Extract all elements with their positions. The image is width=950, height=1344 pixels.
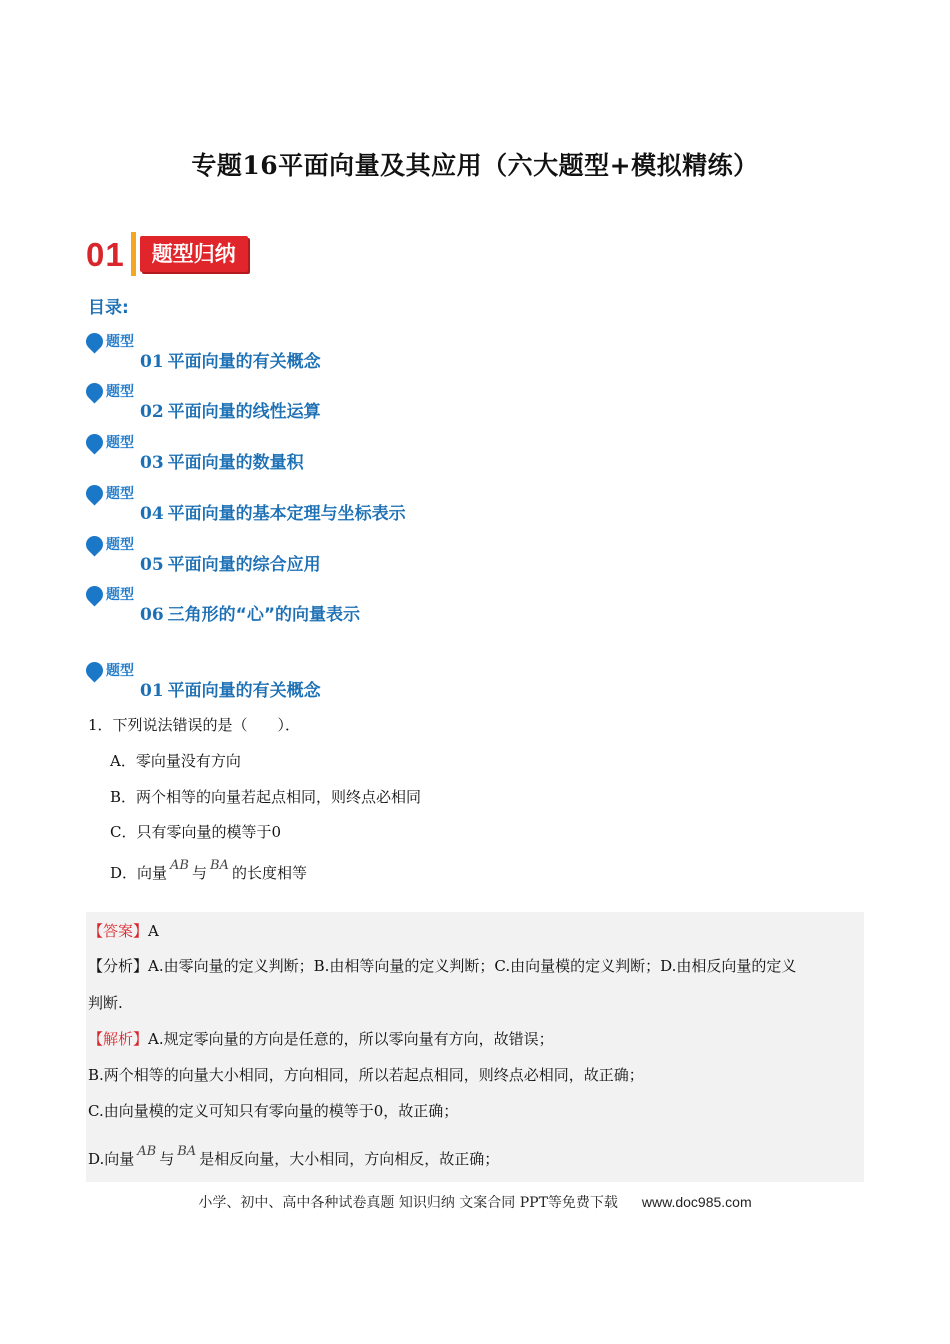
section-heading-label: 平面向量的有关概念 xyxy=(167,681,321,701)
answer-line xyxy=(88,920,159,941)
location-pin-icon xyxy=(82,532,106,556)
analysis-text: A.由零向量的定义判断；B.由相等向量的定义判断；C.由向量模的定义判断；D.由相反向量的定义 xyxy=(148,957,797,975)
toc-item-number: 05 xyxy=(140,555,164,575)
option-b: B．两个相等的向量若起点相同，则终点必相同 xyxy=(110,788,422,806)
footer-text: 小学、初中、高中各种试卷真题 知识归纳 文案合同 PPT等免费下载 xyxy=(198,1195,618,1211)
section-label: 题型归纳 xyxy=(140,236,248,272)
toc-item-label: 三角形的“心”的向量表示 xyxy=(167,605,361,625)
option-a: A．零向量没有方向 xyxy=(110,752,241,770)
solution-line-4-prefix: D.向量 xyxy=(88,1150,135,1168)
toc-item-tag: 题型 xyxy=(106,435,134,451)
solution-tag: 【解析】 xyxy=(88,1030,149,1048)
vector-ba: BA xyxy=(177,1144,197,1159)
question-stem: 1．下列说法错误的是（ ）． xyxy=(88,716,301,734)
option-d-prefix: D．向量 xyxy=(110,864,168,882)
solution-text-1: A.规定零向量的方向是任意的，所以零向量有方向，故错误； xyxy=(148,1030,554,1048)
toc-heading: 目录: xyxy=(88,298,129,318)
option-d-mid: 与 xyxy=(191,864,207,882)
option-c: C．只有零向量的模等于0 xyxy=(110,823,282,841)
toc-item-label: 平面向量的基本定理与坐标表示 xyxy=(167,504,406,524)
toc-item-label: 平面向量的线性运算 xyxy=(167,402,321,422)
solution-line-1 xyxy=(88,1028,554,1049)
solution-line-3: C.由向量模的定义可知只有零向量的模等于0，故正确； xyxy=(88,1102,459,1120)
toc-item-number: 02 xyxy=(140,402,164,422)
toc-item-label: 平面向量的数量积 xyxy=(167,453,304,473)
location-pin-icon xyxy=(82,430,106,454)
location-pin-icon xyxy=(82,481,106,505)
answer-value: A xyxy=(148,922,159,940)
page-title: 专题16平面向量及其应用（六大题型+模拟精练） xyxy=(191,151,759,180)
vector-ab: AB xyxy=(170,858,189,873)
toc-item-label: 平面向量的综合应用 xyxy=(167,555,321,575)
toc-item-number: 01 xyxy=(140,352,164,372)
toc-item-number: 03 xyxy=(140,453,164,473)
option-d-suffix: 的长度相等 xyxy=(231,864,307,882)
solution-line-4-mid: 与 xyxy=(159,1150,175,1168)
toc-item-tag: 题型 xyxy=(106,486,134,502)
toc-item-tag: 题型 xyxy=(106,334,134,350)
vector-ab: AB xyxy=(137,1144,157,1159)
section-number: 01 xyxy=(86,235,125,273)
toc-item-label: 平面向量的有关概念 xyxy=(167,352,321,372)
location-pin-icon xyxy=(82,658,106,682)
toc-item-number: 04 xyxy=(140,504,164,524)
solution-line-2: B.两个相等的向量大小相同，方向相同，所以若起点相同，则终点必相同，故正确； xyxy=(88,1066,644,1084)
vector-ba: BA xyxy=(210,858,229,873)
toc-item-number: 06 xyxy=(140,605,164,625)
section-heading-tag: 题型 xyxy=(106,663,134,679)
page-footer xyxy=(0,1192,950,1212)
location-pin-icon xyxy=(82,582,106,606)
footer-site-link[interactable]: www.doc985.com xyxy=(641,1194,752,1210)
solution-line-4 xyxy=(88,1144,500,1169)
location-pin-icon xyxy=(82,329,106,353)
analysis-tag: 【分析】 xyxy=(88,957,149,975)
toc-item-tag: 题型 xyxy=(106,384,134,400)
answer-tag: 【答案】 xyxy=(88,922,149,940)
option-d xyxy=(110,858,307,883)
toc-item-tag: 题型 xyxy=(106,587,134,603)
solution-line-4-suffix: 是相反向量，大小相同，方向相反，故正确； xyxy=(199,1150,500,1168)
section-heading-number: 01 xyxy=(140,681,164,701)
section-badge xyxy=(86,232,248,276)
toc-item-tag: 题型 xyxy=(106,537,134,553)
analysis-line xyxy=(88,955,796,976)
location-pin-icon xyxy=(82,379,106,403)
analysis-line-2: 判断. xyxy=(88,994,123,1012)
section-divider xyxy=(131,232,136,276)
